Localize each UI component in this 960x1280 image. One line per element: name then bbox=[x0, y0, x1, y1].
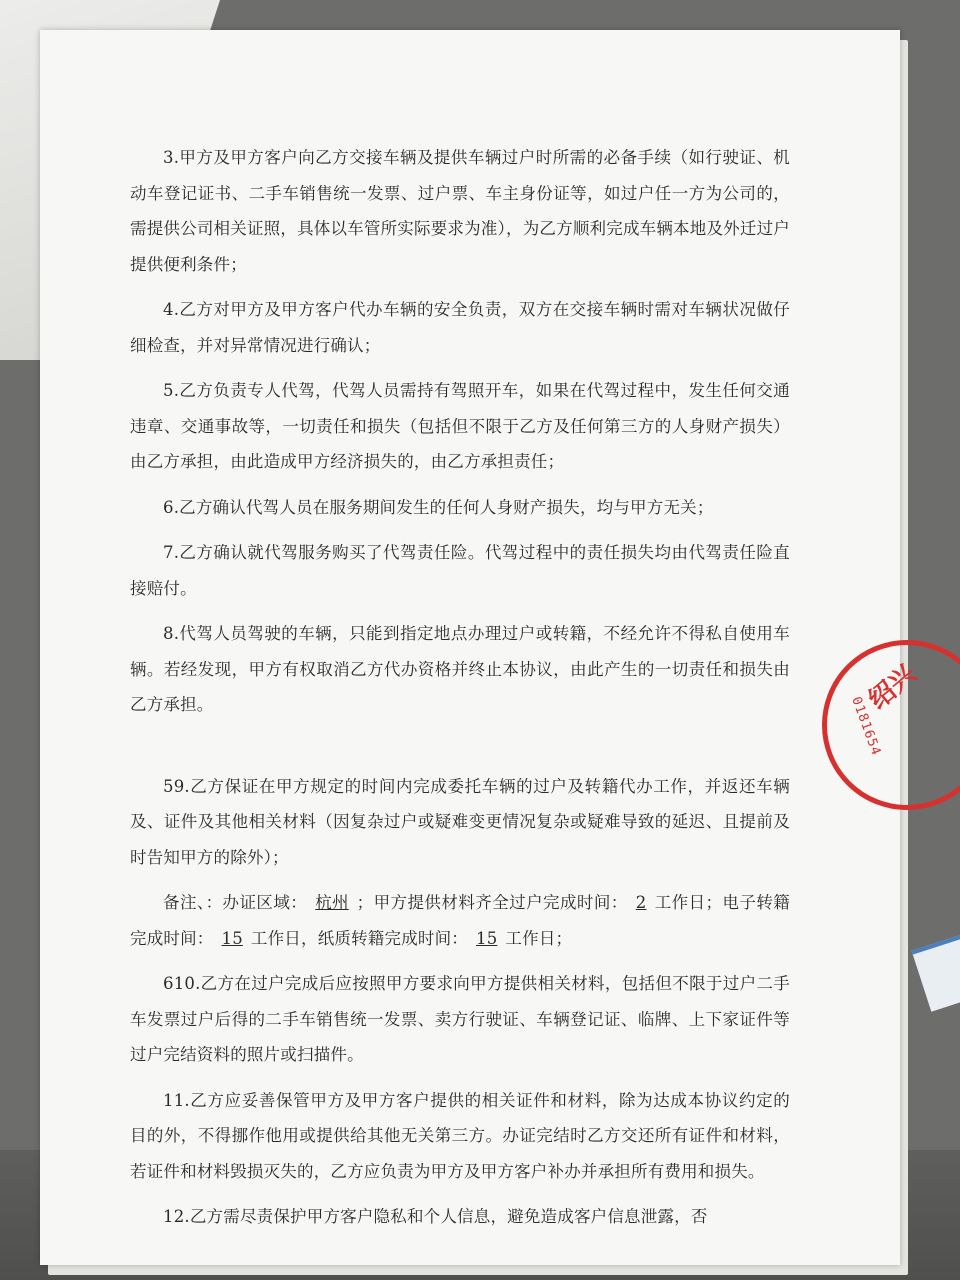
remark-prefix: 备注、：办证区域： bbox=[163, 893, 308, 912]
remark-mid1: ；甲方提供材料齐全过户完成时间： bbox=[356, 893, 628, 912]
seal-number: 0181654 bbox=[848, 694, 884, 759]
clause-7: 7.乙方确认就代驾服务购买了代驾责任险。代驾过程中的责任损失均由代驾责任险直接赔付。 bbox=[130, 543, 790, 598]
remark-suffix: 工作日； bbox=[505, 928, 573, 948]
clause-12: 12.乙方需尽责保护甲方客户隐私和个人信息，避免造成客户信息泄露，否 bbox=[163, 1207, 708, 1226]
transfer-days-value: 2 bbox=[635, 893, 647, 912]
desk-card bbox=[912, 932, 960, 1011]
clause-8: 8.代驾人员驾驶的车辆，只能到指定地点办理过户或转籍，不经允许不得私自使用车辆。若经发现，甲方有权取消乙方代办资格并终止本协议，由此产生的一切责任和损失由乙方承担。 bbox=[130, 624, 790, 714]
paper-transfer-days-value: 15 bbox=[476, 928, 498, 948]
remark-line bbox=[130, 885, 790, 956]
remark-mid2: 工作日；电子转籍完成时间： bbox=[130, 893, 790, 948]
clause-3: 3.甲方及甲方客户向乙方交接车辆及提供车辆过户时所需的必备手续（如行驶证、机动车登记证书、二手车销售统一发票、过户票、车主身份证等，如过户任一方为公司的，需提供公司相关证照，具体以车管所实际要求为准），为乙方顺利完成车辆本地及外迁过户提供便利条件； bbox=[130, 148, 790, 274]
clause-11: 11.乙方应妥善保管甲方及甲方客户提供的相关证件和材料，除为达成本协议约定的目的外，不得挪作他用或提供给其他无关第三方。办证完结时乙方交还所有证件和材料，若证件和材料毁损灭失的，乙方应负责为甲方及甲方客户补办并承担所有费用和损失。 bbox=[130, 1090, 790, 1181]
region-value: 杭州 bbox=[315, 893, 349, 912]
contract-body bbox=[130, 140, 790, 1235]
seal-text: 绍兴 bbox=[863, 659, 923, 716]
remark-mid3: 工作日，纸质转籍完成时间： bbox=[250, 928, 469, 948]
clause-59: 59.乙方保证在甲方规定的时间内完成委托车辆的过户及转籍代办工作，并返还车辆及、证件及其他相关材料（因复杂过户或疑难变更情况复杂或疑难导致的延迟、且提前及时告知甲方的除外）； bbox=[130, 776, 790, 867]
clause-6: 6.乙方确认代驾人员在服务期间发生的任何人身财产损失，均与甲方无关； bbox=[163, 497, 714, 517]
clause-4: 4.乙方对甲方及甲方客户代办车辆的安全负责，双方在交接车辆时需对车辆状况做仔细检查，并对异常情况进行确认； bbox=[130, 300, 790, 355]
clause-610: 610.乙方在过户完成后应按照甲方要求向甲方提供相关材料，包括但不限于过户二手车发票过户后得的二手车销售统一发票、卖方行驶证、车辆登记证、临牌、上下家证件等过户完结资料的照片或扫描件。 bbox=[130, 974, 790, 1064]
e-transfer-days-value: 15 bbox=[221, 928, 243, 948]
clause-5: 5.乙方负责专人代驾，代驾人员需持有驾照开车，如果在代驾过程中，发生任何交通违章、交通事故等，一切责任和损失（包括但不限于乙方及任何第三方的人身财产损失）由乙方承担，由此造成甲方经济损失的，由乙方承担责任； bbox=[130, 381, 790, 471]
